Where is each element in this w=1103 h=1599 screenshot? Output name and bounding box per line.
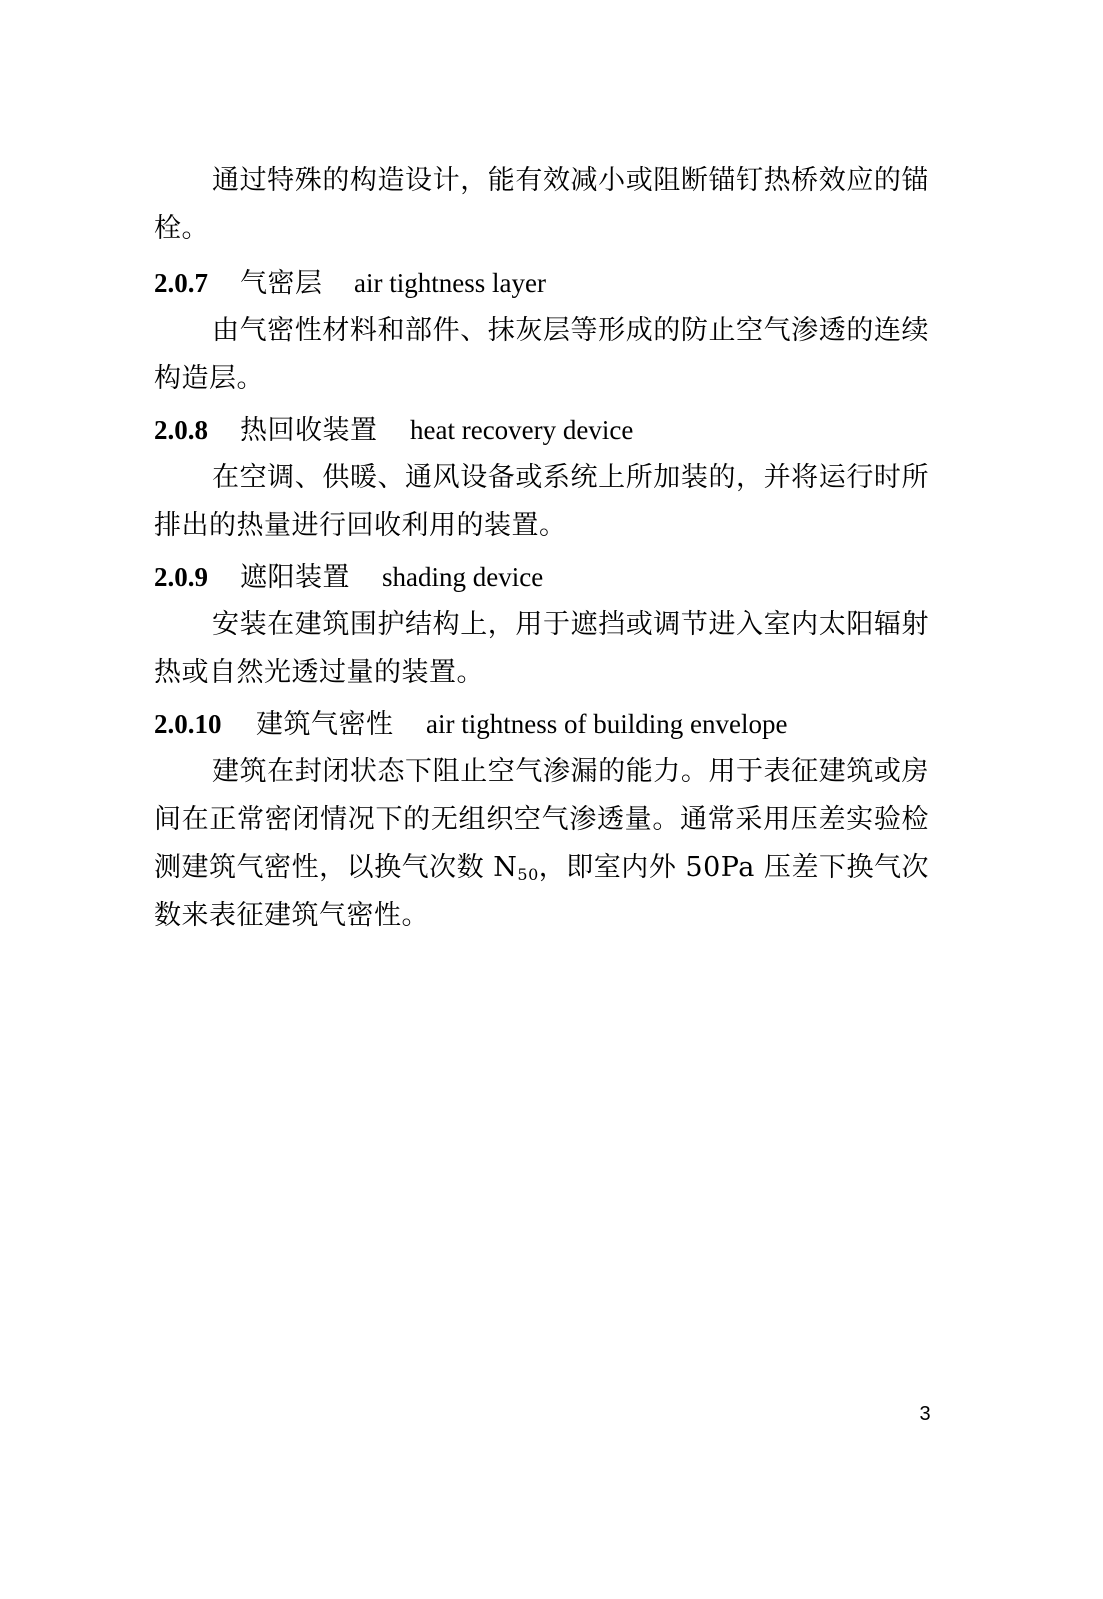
page-number: 3 xyxy=(919,1403,931,1425)
term-heading-2-0-8 xyxy=(154,406,929,455)
definition-subscript: 50 xyxy=(517,865,539,884)
term-english: heat recovery device xyxy=(410,415,634,445)
term-chinese: 建筑气密性 xyxy=(256,709,394,740)
term-chinese: 热回收装置 xyxy=(240,415,378,446)
term-definition-2-0-9: 安装在建筑围护结构上，用于遮挡或调节进入室内太阳辐射热或自然光透过量的装置。 xyxy=(154,609,929,688)
term-number: 2.0.8 xyxy=(154,415,208,445)
term-number: 2.0.9 xyxy=(154,562,208,592)
definition-text: ，即室内外 50Pa 压差下换气次数来表征建筑气密性。 xyxy=(154,852,929,931)
term-english: air tightness of building envelope xyxy=(426,709,788,739)
term-english: air tightness layer xyxy=(354,268,546,298)
term-definition-2-0-8: 在空调、供暖、通风设备或系统上所加装的，并将运行时所排出的热量进行回收利用的装置。 xyxy=(154,462,929,541)
term-definition-2-0-7: 由气密性材料和部件、抹灰层等形成的防止空气渗透的连续构造层。 xyxy=(154,315,929,394)
term-heading-2-0-7 xyxy=(154,259,929,308)
term-heading-2-0-10 xyxy=(154,700,929,749)
term-definition-2-0-10 xyxy=(154,748,929,940)
term-english: shading device xyxy=(382,562,544,592)
term-number: 2.0.7 xyxy=(154,268,208,298)
term-chinese: 遮阳装置 xyxy=(240,562,350,593)
term-number: 2.0.10 xyxy=(154,709,222,739)
intro-paragraph: 通过特殊的构造设计，能有效减小或阻断锚钉热桥效应的锚栓。 xyxy=(154,165,929,244)
term-chinese: 气密层 xyxy=(240,268,323,299)
definition-text: 建筑在封闭状态下阻止空气渗漏的能力。用于表征建筑或房间在正常密闭情况下的无组织空气渗透量。通常采用压差实验检测建筑气密性，以换气次数 N xyxy=(154,756,929,883)
term-heading-2-0-9 xyxy=(154,553,929,602)
